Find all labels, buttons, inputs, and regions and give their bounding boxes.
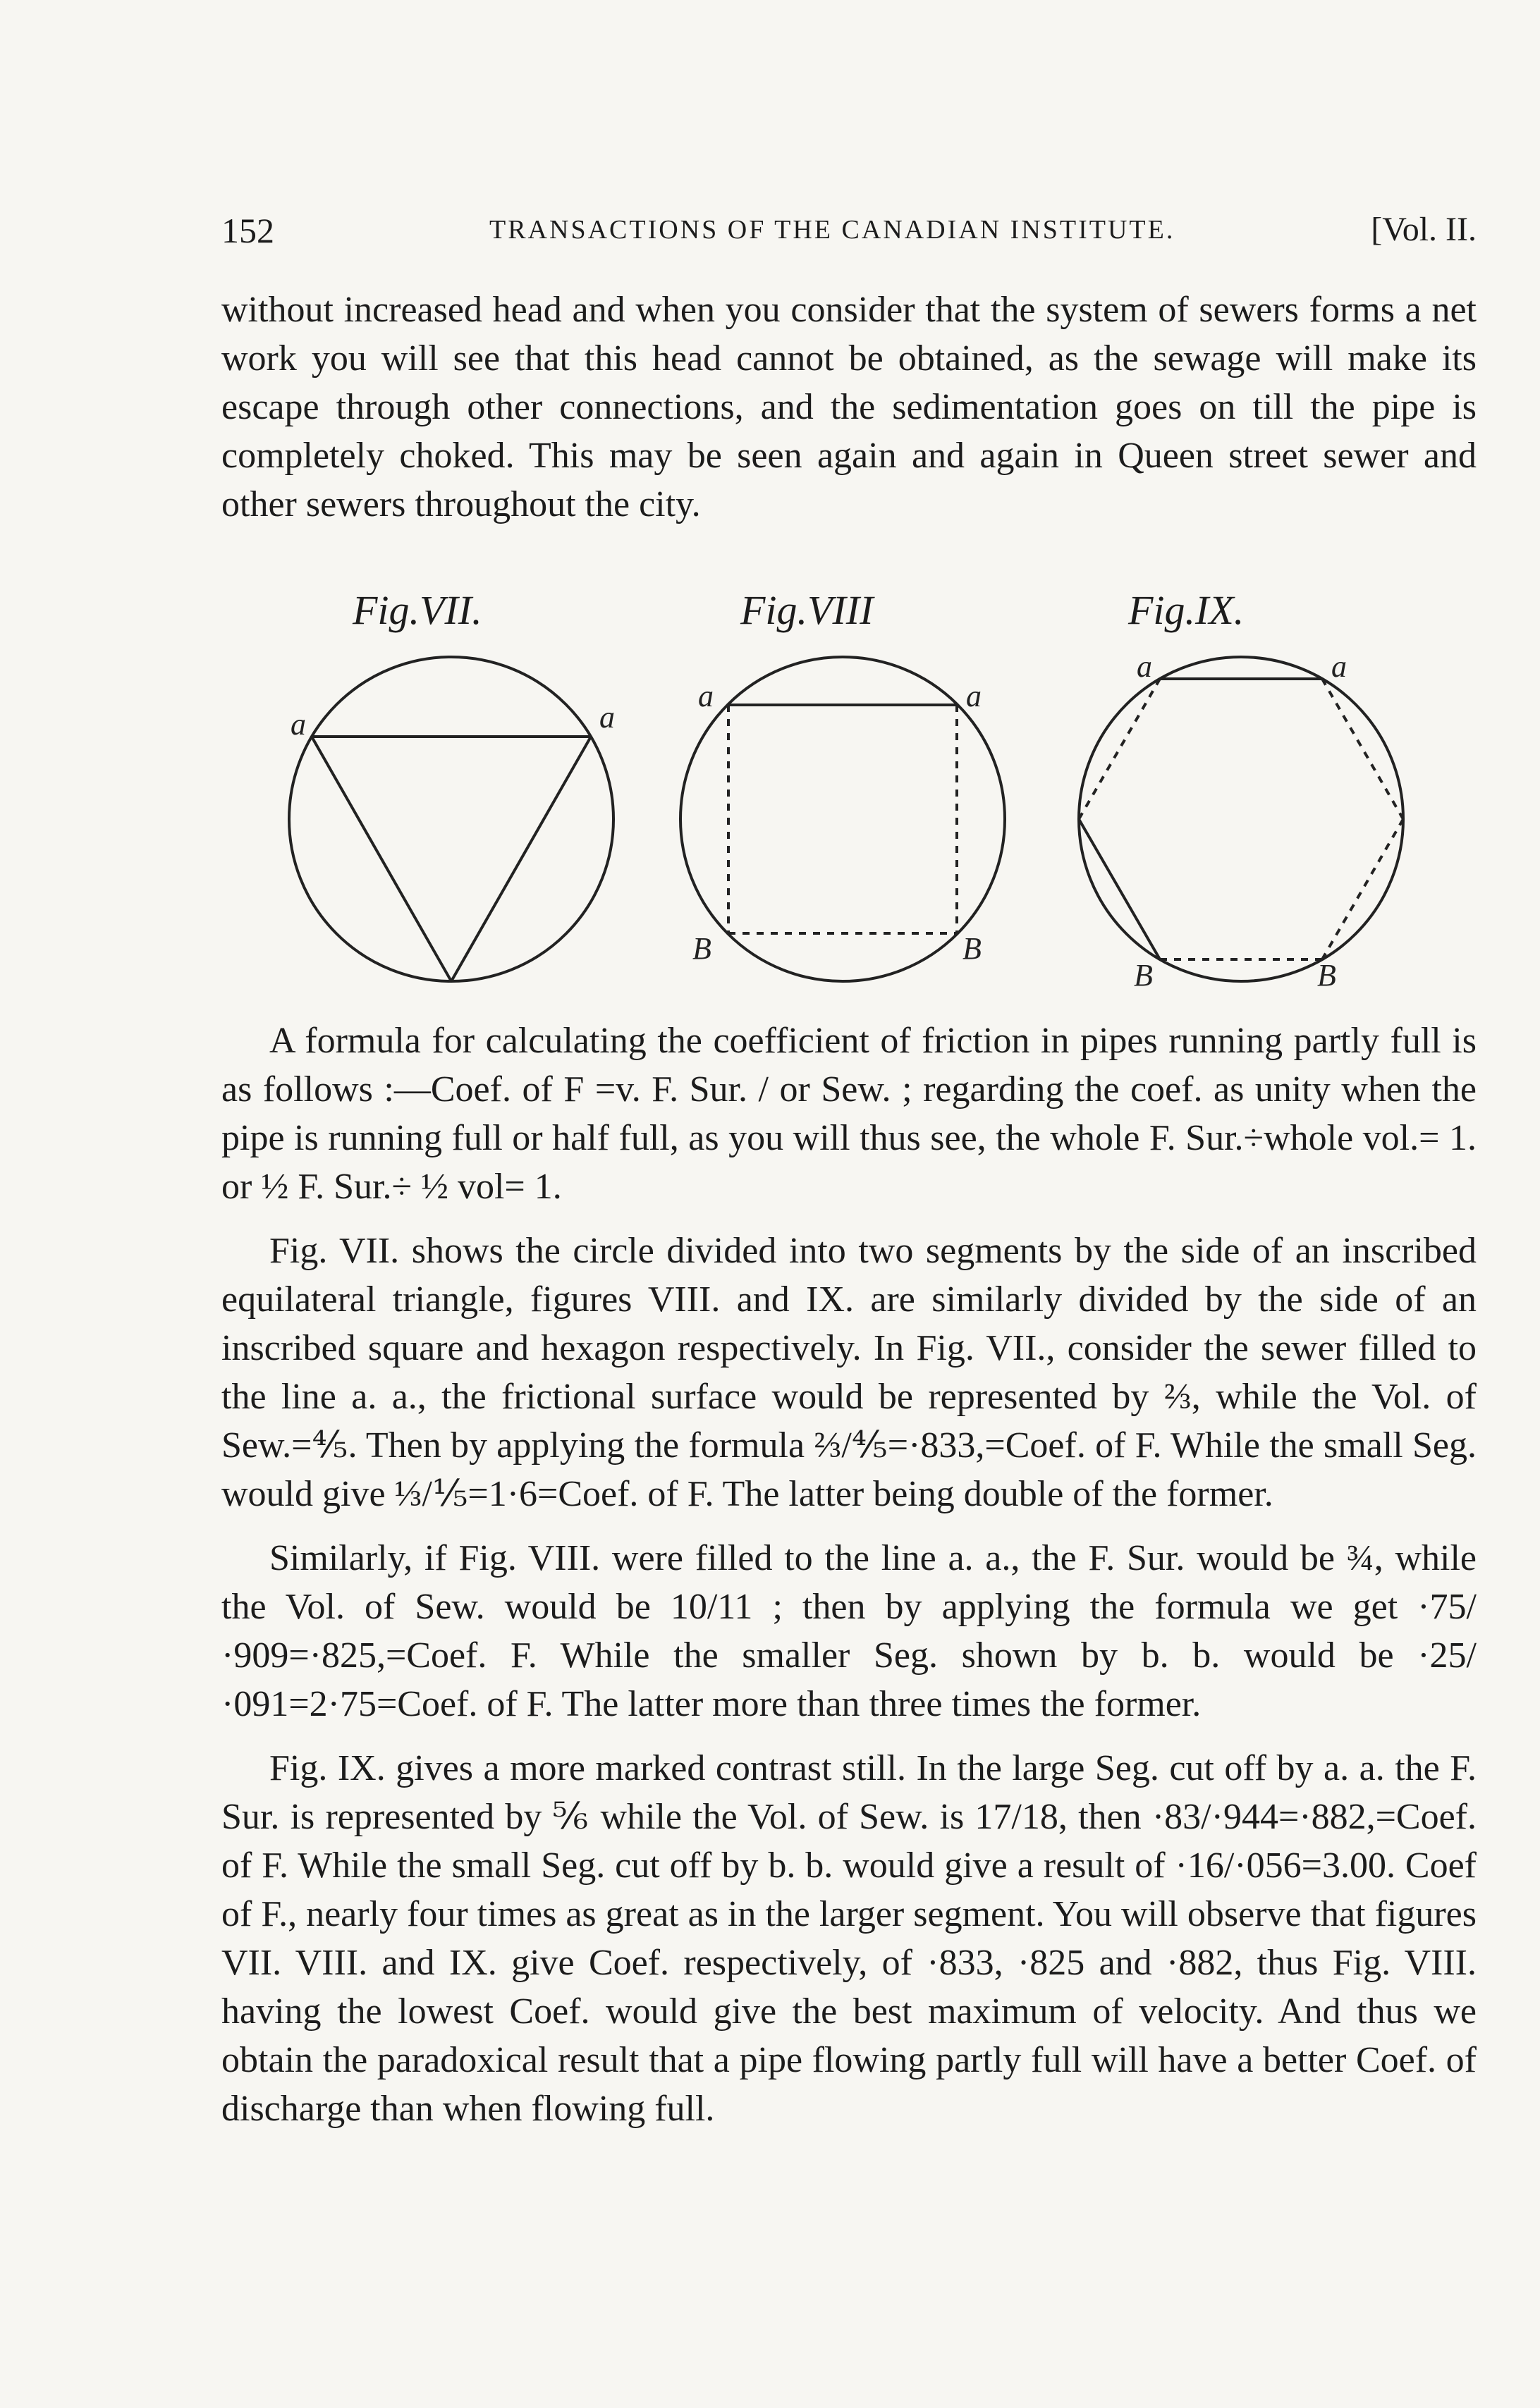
- fig9-point-label: a: [1331, 649, 1347, 684]
- figure-label: Fig.VIII: [740, 587, 874, 633]
- paragraph: Fig. IX. gives a more marked contrast still. In the large Seg. cut off by a. a. the F. Sur. is represented by ⅚ while the Vol. of Sew. is 17/18, then ·83/·944=·882,=Coef. of F. While the small Seg. cut off by b. b. would give a result of ·16/·056=3.00. Coef of F., nearly four times as great as in the larger segment. You will observe that figures VII. VIII. and IX. give Coef. respectively, of ·833, ·825 and ·882, thus Fig. VIII. having the lowest Coef. would give the best maximum of velocity. And thus we obtain the paradoxical result that a pipe flowing partly full will have a better Coef. of discharge than when flowing full.: [221, 1748, 1477, 2129]
- paragraph: Fig. VII. shows the circle divided into two segments by the side of an inscribed equilateral triangle, figures VIII. and IX. are similarly divided by the side of an inscribed square and hexagon respectively. In Fig. VII., consider the sewer filled to the line a. a., the frictional surface would be represented by ⅔, while the Vol. of Sew.=⅘. Then by applying the formula ⅔/⅘=·833,=Coef. of F. While the small Seg. would give ⅓/⅕=1·6=Coef. of F. The latter being double of the former.: [221, 1231, 1477, 1514]
- fig9-point-label: a: [1137, 649, 1152, 684]
- fig8-point-label: a: [966, 679, 982, 713]
- figure-label: Fig.IX.: [1128, 587, 1245, 633]
- fig7-triangle-side: [451, 737, 591, 981]
- fig9-circle: [1079, 657, 1403, 981]
- fig9-point-label: B: [1317, 958, 1336, 988]
- page-number: 152: [221, 211, 274, 250]
- fig8-point-label: B: [963, 931, 982, 966]
- figures-diagram: [275, 586, 1424, 988]
- running-head: [221, 210, 1477, 259]
- fig8-point-label: a: [698, 679, 714, 713]
- fig7-point-label: a: [291, 707, 306, 742]
- main-text: [221, 1016, 1477, 2133]
- paragraph: without increased head and when you consider that the system of sewers forms a net work you will see that this head cannot be obtained, as the sewage will make its escape through other connections, and the sedimentation goes on till the pipe is completely choked. This may be seen again and again in Queen street sewer and other sewers throughout the city.: [221, 290, 1477, 524]
- figure-label: Fig.VII.: [353, 587, 482, 633]
- fig7-point-label: a: [599, 700, 615, 735]
- opening-paragraph: [221, 285, 1477, 529]
- fig7-circle: [289, 657, 613, 981]
- fig7-triangle-side: [312, 737, 451, 981]
- fig9-hexagon-side: [1079, 819, 1160, 959]
- paragraph: Similarly, if Fig. VIII. were filled to the line a. a., the F. Sur. would be ¾, while the Vol. of Sew. would be 10/11 ; then by applying the formula we get ·75/·909=·825,=Coef. F. While the smaller Seg. shown by b. b. would be ·25/·091=2·75=Coef. of F. The latter more than three times the former.: [221, 1538, 1477, 1724]
- journal-title: TRANSACTIONS OF THE CANADIAN INSTITUTE.: [489, 215, 1175, 245]
- fig8-point-label: B: [692, 931, 711, 966]
- figures-row: [275, 586, 1424, 988]
- volume-label: [Vol. II.: [1371, 211, 1477, 248]
- paragraph: A formula for calculating the coefficient of friction in pipes running partly full is as follows :—Coef. of F =v. F. Sur. / or Sew. ; regarding the coef. as unity when the pipe is running full or half full, as you will thus see, the whole F. Sur.÷whole vol.= 1. or ½ F. Sur.÷ ½ vol= 1.: [221, 1021, 1477, 1207]
- fig9-point-label: B: [1134, 958, 1153, 988]
